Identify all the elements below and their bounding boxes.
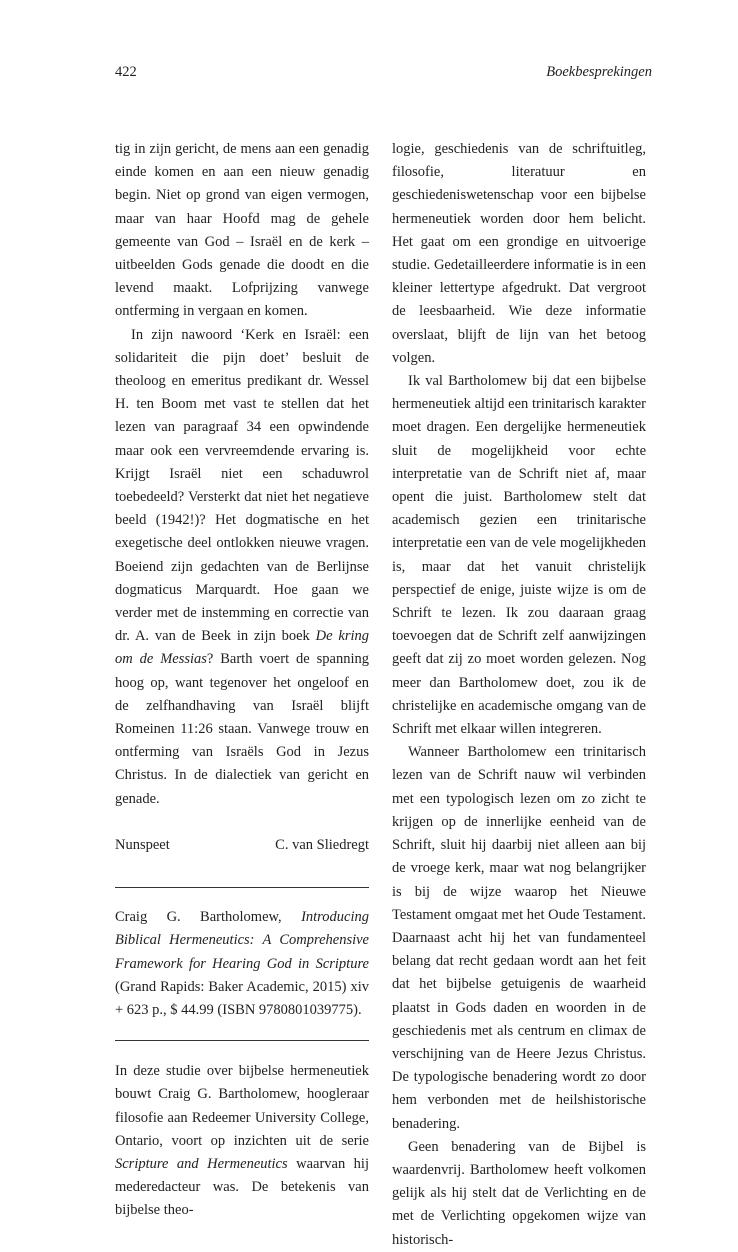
book-title-reference: De kring om de Messias	[115, 628, 370, 668]
paragraph: In zijn nawoord ‘Kerk en Israël: een solidariteit die pijn doet’ besluit de theoloog en emeritus predikant dr. Wessel H. ten Boom met vast te stellen dat het lezen van paragraaf 34 een opwindende maar ook een vervreemdende ervaring is. Krijgt Israël niet een schaduwrol toebedeeld? Versterkt dat niet het negatieve beeld (1942!)? Het dogmatische en het exegetische deel ontlokken nieuwe vragen. Boeiend zijn gedachten van de Berlijnse dogmaticus Marquardt. Hoe gaan we verder met de instemming en correctie van dr. A. van de Beek in zijn boek De kring om de Messias? Barth voert de spanning hoog op, want tegenover het ongeloof en de zelfhandhaving van Israël blijft Romeinen 11:26 staan. Vanwege trouw en ontferming van Israëls God in Jezus Christus. In de dialectiek van gericht en genade.	[115, 326, 370, 807]
place: Nunspeet	[115, 836, 170, 853]
left-column	[115, 138, 369, 1223]
right-column	[392, 138, 646, 1252]
series-title: Scripture and Hermeneutics	[115, 1155, 288, 1172]
running-header	[115, 64, 652, 86]
page-number: 422	[115, 64, 137, 80]
paragraph: tig in zijn gericht, de mens aan een genadig einde komen en aan een nieuw genadig begin. Niet op grond van eigen vermogen, maar van haar Hoofd mag de gehele gemeente van God – Israël en de kerk – uitbeelden Gods genade die doodt en die levend maakt. Lofprijzing vanwege ontferming in vergaan en komen.	[115, 141, 369, 320]
paragraph: Wanneer Bartholomew een trinitarisch lezen van de Schrift nauw wil verbinden met een typologisch lezen om zo zicht te krijgen op de innerlijke eenheid van de Schrift, sluit hij daarbij niet alleen aan bij de vroege kerk, maar wat nog belangrijker is bij de wijze waarop het Nieuwe Testament omgaat met het Oude Testament. Daarnaast acht hij het van fundamenteel belang dat recht gedaan wordt aan het feit dat het bijbelse getuigenis de waarheid plaatst in Gods daden en woorden in de geschiedenis met als centrum en climax de verschijning van de Heere Jezus Christus. De typologische benadering wordt zo door hem verbonden met de heilshistorische benadering.	[392, 744, 646, 1132]
divider	[115, 1040, 369, 1041]
book-citation: Craig G. Bartholomew, Introducing Biblical Hermeneutics: A Comprehensive Framework for Hearing God in Scripture (Grand Rapids: Baker Academic, 2015) xiv + 623 p., $ 44.99 (ISBN 9780801039775).	[115, 909, 369, 1018]
review-signature	[115, 834, 369, 857]
paragraph: In deze studie over bijbelse hermeneutiek bouwt Craig G. Bartholomew, hoogleraar filosofie aan Redeemer University College, Ontario, voort op inzichten uit de serie Scripture and Hermeneutics waarvan hij mederedacteur was. De betekenis van bijbelse theo-	[115, 1063, 369, 1219]
paragraph: Ik val Bartholomew bij dat een bijbelse hermeneutiek altijd een trinitarisch karakter moet dragen. Een dergelijke hermeneutiek sluit de mogelijkheid voor echte interpretatie van de Schrift niet af, maar opent die juist. Bartholomew stelt dat academisch gezien een trinitarische interpretatie een van de vele mogelijkheden is, maar dat het vanuit christelijk perspectief de enige, juiste wijze is om de Schrift te lezen. Ik zou daaraan graag toevoegen dat de Schrift zelf aanwijzingen geeft dat zij zo moet worden gelezen. Nog meer dan Bartholomew doet, zou ik de christelijke en academische omgang van de Schrift met elkaar willen integreren.	[392, 373, 646, 738]
paragraph: Geen benadering van de Bijbel is waardenvrij. Bartholomew heeft volkomen gelijk als hij stelt dat de Verlichting en de met de Verlichting opgekomen wijze van historisch-	[392, 1138, 646, 1248]
paragraph: logie, geschiedenis van de schriftuitleg, filosofie, literatuur en geschiedeniswetenschap voor een bijbelse hermeneutiek worden door hem belicht. Het gaat om een grondige en uitvoerige studie. Gedetailleerdere informatie is in een kleiner lettertype afgedrukt. Dat vergroot de leesbaarheid. Wie deze informatie overslaat, blijft de lijn van het betoog volgen.	[392, 141, 646, 366]
reviewer-name: C. van Sliedregt	[275, 836, 369, 853]
divider	[115, 887, 369, 888]
section-title: Boekbesprekingen	[546, 64, 652, 80]
